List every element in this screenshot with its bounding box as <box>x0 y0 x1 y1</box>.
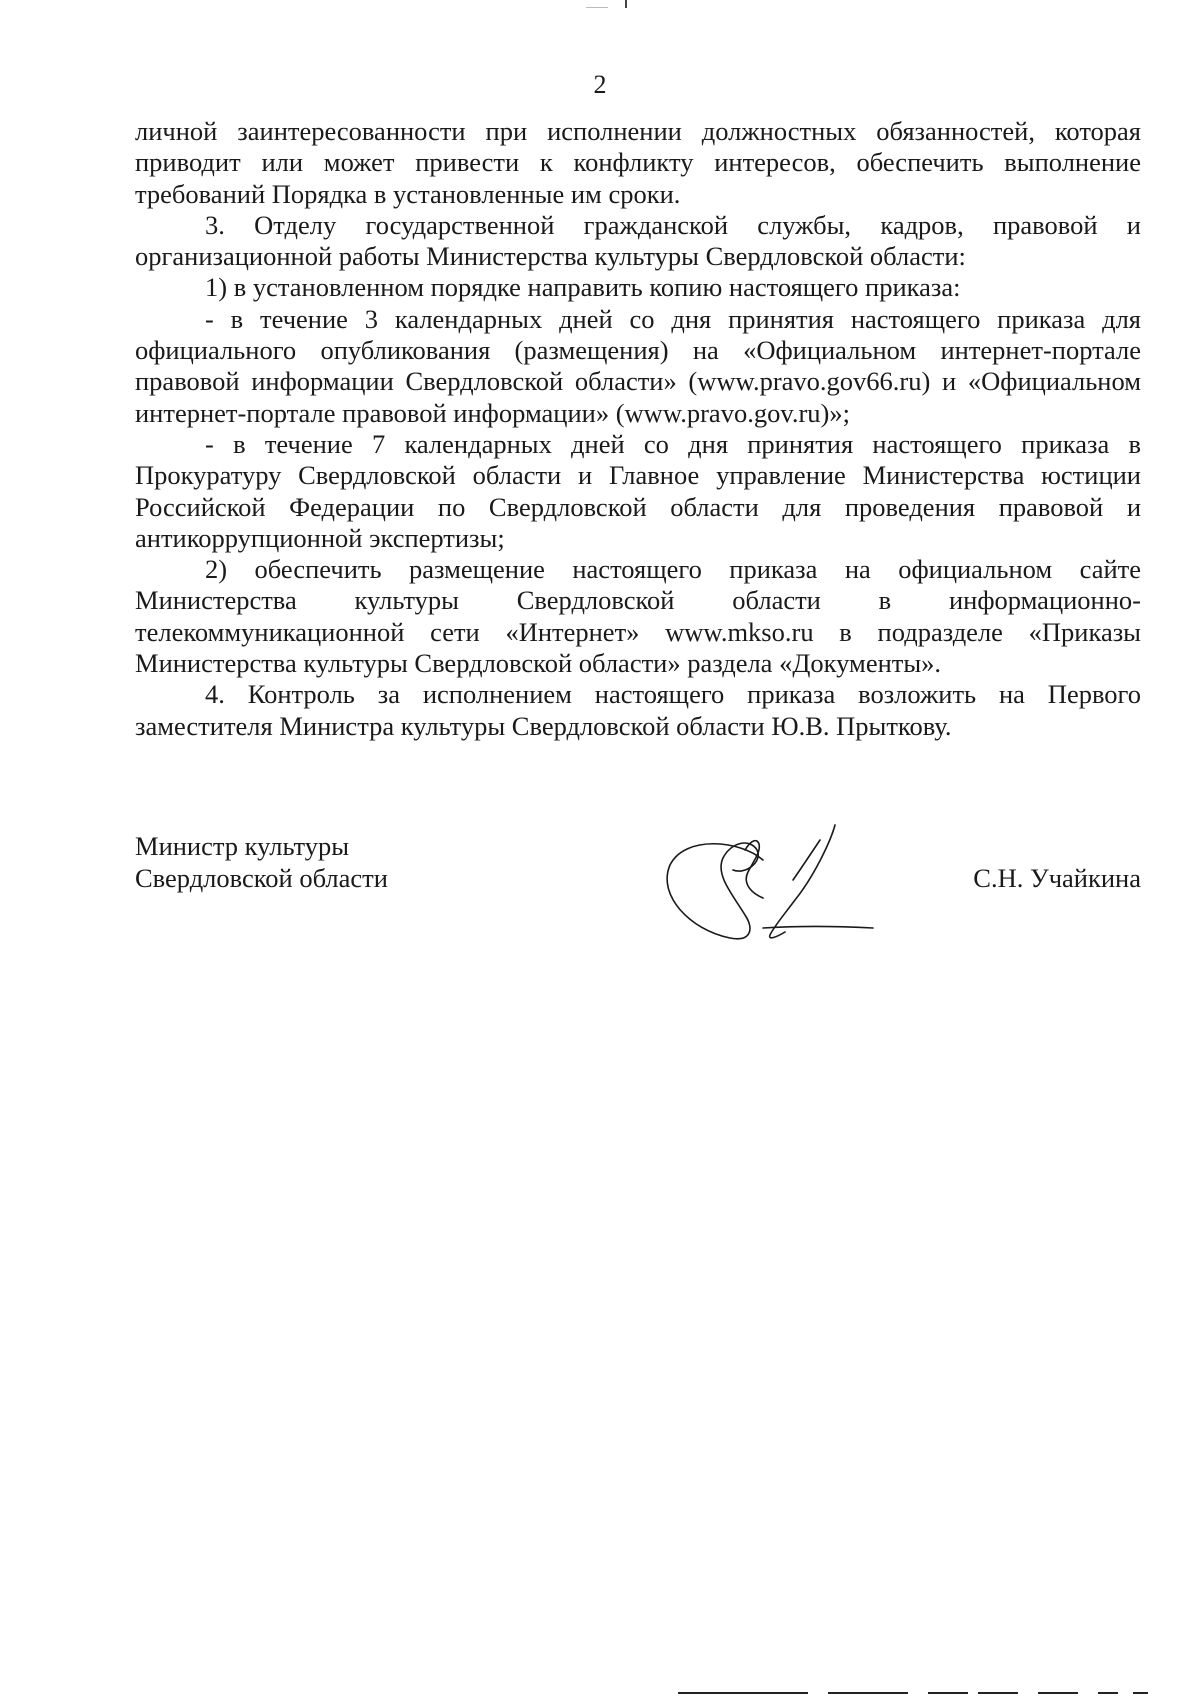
signatory-position-line: Свердловской области <box>135 863 388 893</box>
page-number: 2 <box>593 70 607 99</box>
paragraph-subitem-1: 1) в установленном порядке направить копию настоящего приказа: <box>205 272 961 303</box>
signatory-position <box>135 830 535 894</box>
scan-artifact-lines <box>678 1691 1158 1695</box>
handwritten-signature <box>645 820 875 950</box>
document-body <box>135 116 1141 742</box>
paragraph-bullet-prosecutor: - в течение 7 календарных дней со дня принятия настоящего приказа в Прокуратуру Свердловской области и Главное управление Министерства юстиции Российской Федерации по Свердловской области для проведения правовой и антикоррупционной экспертизы; <box>135 428 1141 553</box>
scan-mark <box>625 0 627 8</box>
scan-mark <box>586 7 608 8</box>
paragraph-bullet-publication: - в течение 3 календарных дней со дня принятия настоящего приказа для официального опубликования (размещения) на «Официальном интернет-портале правовой информации Свердловской области» (www.pravo.gov66.ru) и «Официальном интернет-портале правовой информации» (www.pravo.gov.ru)»; <box>135 303 1141 428</box>
paragraph-item-4: 4. Контроль за исполнением настоящего приказа возложить на Первого заместителя Министра культуры Свердловской области Ю.В. Прыткову. <box>135 679 1141 741</box>
signatory-position-line: Министр культуры <box>135 831 350 861</box>
paragraph-item-3: 3. Отделу государственной гражданской службы, кадров, правовой и организационной работы Министерства культуры Свердловской области: <box>135 209 1141 272</box>
paragraph-continuation: личной заинтересованности при исполнении должностных обязанностей, которая приводит или может привести к конфликту интересов, обеспечить выполнение требований Порядка в установленные им сроки. <box>135 116 1141 209</box>
signature-block <box>135 830 1141 950</box>
paragraph-subitem-2: 2) обеспечить размещение настоящего приказа на официальном сайте Министерства культуры Свердловской области в информационно-телекоммуникационной сети «Интернет» www.mkso.ru в подразделе «Приказы Министерства культуры Свердловской области» раздела «Документы». <box>135 554 1141 679</box>
signatory-name: С.Н. Учайкина <box>973 863 1141 893</box>
